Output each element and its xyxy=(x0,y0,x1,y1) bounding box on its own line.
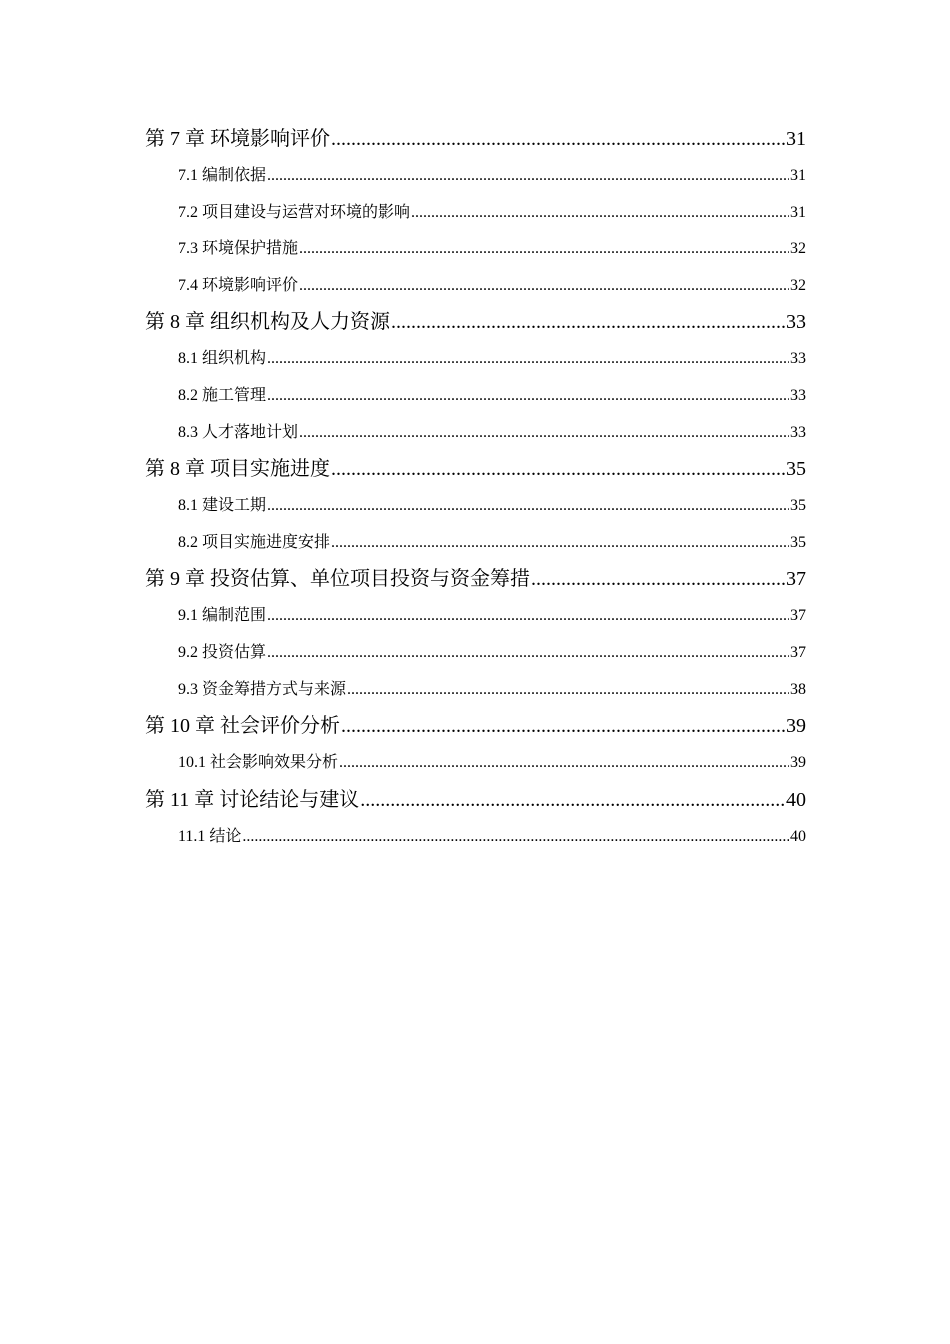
toc-page-number: 35 xyxy=(790,497,806,515)
toc-page-number: 37 xyxy=(790,607,806,625)
toc-dot-leader xyxy=(299,415,789,452)
toc-entry-title: 8.2 施工管理 xyxy=(178,386,267,404)
toc-dot-leader xyxy=(411,195,789,232)
toc-page-number: 33 xyxy=(790,423,806,441)
toc-dot-leader xyxy=(339,745,789,782)
toc-section-9-1[interactable] xyxy=(145,598,806,635)
toc-dot-leader xyxy=(341,708,785,745)
toc-chapter-11[interactable] xyxy=(145,782,806,819)
toc-entry-title: 7.2 项目建设与运营对环境的影响 xyxy=(178,203,411,221)
toc-dot-leader xyxy=(531,561,785,598)
toc-dot-leader xyxy=(267,635,789,672)
toc-page-number: 31 xyxy=(786,128,806,150)
toc-page-number: 40 xyxy=(790,827,806,845)
toc-page-number: 33 xyxy=(790,386,806,404)
toc-entry-title: 第 11 章 讨论结论与建议 xyxy=(145,788,360,811)
toc-section-7-1[interactable] xyxy=(145,158,806,195)
toc-page-number: 32 xyxy=(790,276,806,294)
toc-dot-leader xyxy=(267,378,789,415)
toc-chapter-10[interactable] xyxy=(145,708,806,745)
toc-section-11-1[interactable] xyxy=(145,819,806,856)
toc-entry-title: 8.1 建设工期 xyxy=(178,497,267,515)
toc-section-8-1-organization[interactable] xyxy=(145,341,806,378)
toc-section-8-1-period[interactable] xyxy=(145,488,806,525)
toc-dot-leader xyxy=(360,782,785,819)
toc-section-8-2-arrangement[interactable] xyxy=(145,525,806,562)
toc-page-number: 37 xyxy=(790,643,806,661)
toc-section-7-3[interactable] xyxy=(145,231,806,268)
toc-page-number: 31 xyxy=(790,203,806,221)
toc-chapter-8-organization[interactable] xyxy=(145,304,806,341)
toc-section-10-1[interactable] xyxy=(145,745,806,782)
toc-entry-title: 7.3 环境保护措施 xyxy=(178,240,299,258)
toc-dot-leader xyxy=(267,598,789,635)
toc-entry-title: 第 8 章 组织机构及人力资源 xyxy=(145,311,390,334)
toc-section-9-2[interactable] xyxy=(145,635,806,672)
toc-section-8-2-construction[interactable] xyxy=(145,378,806,415)
toc-entry-title: 11.1 结论 xyxy=(178,827,242,845)
toc-dot-leader xyxy=(267,488,789,525)
toc-dot-leader xyxy=(331,451,785,488)
toc-entry-title: 9.1 编制范围 xyxy=(178,607,267,625)
toc-dot-leader xyxy=(299,231,789,268)
toc-chapter-8-schedule[interactable] xyxy=(145,451,806,488)
toc-page-number: 40 xyxy=(786,788,806,811)
toc-chapter-7[interactable] xyxy=(145,121,806,158)
toc-section-8-3-talent[interactable] xyxy=(145,415,806,452)
toc-page-number: 38 xyxy=(790,680,806,698)
toc-page-number: 35 xyxy=(786,458,806,481)
toc-entry-title: 9.3 资金筹措方式与来源 xyxy=(178,680,347,698)
toc-entry-title: 第 8 章 项目实施进度 xyxy=(145,458,330,481)
toc-entry-title: 第 7 章 环境影响评价 xyxy=(145,128,330,150)
toc-page-number: 33 xyxy=(786,311,806,334)
toc-page-number: 39 xyxy=(786,715,806,738)
toc-entry-title: 第 9 章 投资估算、单位项目投资与资金筹措 xyxy=(145,568,530,591)
toc-dot-leader xyxy=(242,819,789,856)
toc-dot-leader xyxy=(331,525,789,562)
toc-dot-leader xyxy=(267,158,789,195)
toc-section-9-3[interactable] xyxy=(145,672,806,709)
toc-entry-title: 8.2 项目实施进度安排 xyxy=(178,533,331,551)
toc-entry-title: 9.2 投资估算 xyxy=(178,643,267,661)
toc-entry-title: 8.3 人才落地计划 xyxy=(178,423,299,441)
toc-entry-title: 7.1 编制依据 xyxy=(178,167,267,184)
toc-dot-leader xyxy=(391,304,785,341)
toc-page-number: 32 xyxy=(790,240,806,258)
toc-section-7-2[interactable] xyxy=(145,195,806,232)
toc-dot-leader xyxy=(347,672,789,709)
toc-page-number: 35 xyxy=(790,533,806,551)
table-of-contents xyxy=(145,121,806,855)
toc-page-number: 33 xyxy=(790,350,806,368)
toc-page-number: 31 xyxy=(790,167,806,184)
toc-dot-leader xyxy=(267,341,789,378)
toc-dot-leader xyxy=(331,121,785,158)
toc-entry-title: 第 10 章 社会评价分析 xyxy=(145,715,340,738)
toc-entry-title: 10.1 社会影响效果分析 xyxy=(178,754,339,772)
toc-entry-title: 8.1 组织机构 xyxy=(178,350,267,368)
toc-page-number: 39 xyxy=(790,754,806,772)
toc-chapter-9[interactable] xyxy=(145,561,806,598)
toc-dot-leader xyxy=(299,268,789,305)
toc-section-7-4[interactable] xyxy=(145,268,806,305)
toc-entry-title: 7.4 环境影响评价 xyxy=(178,276,299,294)
toc-page-number: 37 xyxy=(786,568,806,591)
